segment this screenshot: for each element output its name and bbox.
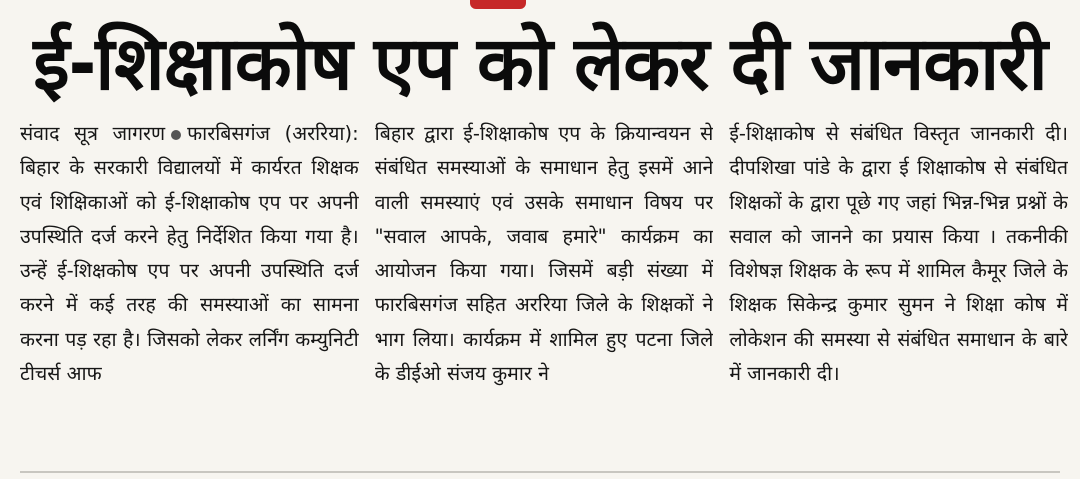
- article-column-2: [375, 117, 714, 457]
- column-1-text: बिहार के सरकारी विद्यालयों में कार्यरत शिक्षक एवं शिक्षिकाओं को ई-शिक्षाकोष एप पर अपनी उपस्थिति दर्ज करने हेतु निर्देशित किया गया है। उन्हें ई-शिक्षकोष एप पर अपनी उपस्थिति दर्ज करने में कई तरह की समस्याओं का सामना करना पड़ रहा है। जिसको लेकर लर्निंग कम्युनिटी टीचर्स आफ: [20, 156, 359, 386]
- article-column-3: [729, 117, 1068, 457]
- article-body: [20, 117, 1068, 457]
- dateline: फारबिसगंज (अररिया):: [187, 122, 359, 145]
- article-headline: ई-शिक्षाकोष एप को लेकर दी जानकारी: [33, 21, 1047, 107]
- column-3-text: ई-शिक्षाकोष से संबंधित विस्तृत जानकारी दी। दीपशिखा पांडे के द्वारा ई शिक्षाकोष से संबंधित शिक्षकों के द्वारा पूछे गए जहां भिन्न-भिन्न प्रश्नों के सवाल को जानने का प्रयास किया । तकनीकी विशेषज्ञ शिक्षक के रूप में शामिल कैमूर जिले के शिक्षक सिकेन्द्र कुमार सुमन ने शिक्षा कोष में लोकेशन की समस्या से संबंधित समाधान के बारे में जानकारी दी।: [729, 122, 1069, 386]
- bottom-divider: [20, 471, 1060, 473]
- article-column-1: [20, 117, 359, 457]
- section-accent-strip: [470, 0, 526, 9]
- bullet-dot-icon: [171, 130, 181, 140]
- column-2-text: बिहार द्वारा ई-शिक्षाकोष एप के क्रियान्वयन से संबंधित समस्याओं के समाधान हेतु इसमें आने वाली समस्याएं एवं उसके समाधान विषय पर "सवाल आपके, जवाब हमारे" कार्यक्रम का आयोजन किया गया। जिसमें बड़ी संख्या में फारबिसगंज सहित अररिया जिले के शिक्षकों ने भाग लिया। कार्यक्रम में शामिल हुए पटना जिले के डीईओ संजय कुमार ने: [374, 122, 714, 386]
- byline: संवाद सूत्र जागरण: [20, 122, 166, 145]
